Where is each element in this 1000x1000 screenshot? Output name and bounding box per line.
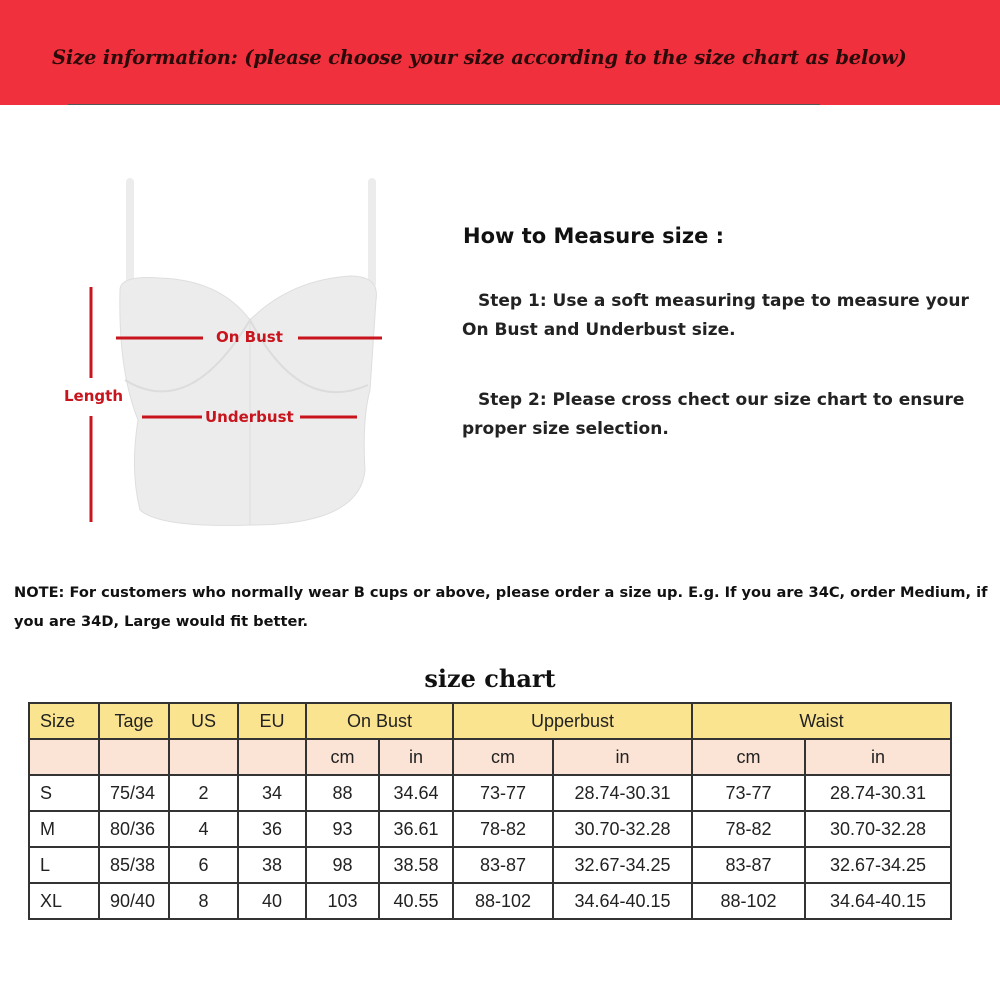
- bustier-illustration-icon: [50, 170, 390, 540]
- table-cell: 34.64: [379, 775, 453, 811]
- garment-diagram: [50, 170, 390, 540]
- table-cell: 28.74-30.31: [553, 775, 692, 811]
- table-row: [29, 883, 951, 919]
- header-cell: Size: [29, 703, 99, 739]
- table-cell: 6: [169, 847, 238, 883]
- table-cell: 93: [306, 811, 379, 847]
- table-cell: 73-77: [453, 775, 553, 811]
- table-cell: 38: [238, 847, 306, 883]
- header-cell: Upperbust: [453, 703, 692, 739]
- table-cell: 34: [238, 775, 306, 811]
- table-cell: 28.74-30.31: [805, 775, 951, 811]
- header-row: [29, 703, 951, 739]
- underbust-label: Underbust: [205, 408, 294, 426]
- table-cell: 30.70-32.28: [805, 811, 951, 847]
- table-cell: L: [29, 847, 99, 883]
- table-cell: 34.64-40.15: [805, 883, 951, 919]
- table-cell: 85/38: [99, 847, 169, 883]
- unit-cell: in: [805, 739, 951, 775]
- unit-cell: in: [379, 739, 453, 775]
- on-bust-label: On Bust: [216, 328, 283, 346]
- table-cell: 78-82: [692, 811, 805, 847]
- table-cell: 32.67-34.25: [805, 847, 951, 883]
- unit-cell: in: [553, 739, 692, 775]
- table-cell: 2: [169, 775, 238, 811]
- unit-row: [29, 739, 951, 775]
- header-cell: Tage: [99, 703, 169, 739]
- table-cell: 78-82: [453, 811, 553, 847]
- table-cell: 4: [169, 811, 238, 847]
- note: NOTE: For customers who normally wear B cups or above, please order a size up. E.g. If you are 34C, order Medium, if you are 34D, Large would fit better.: [14, 584, 988, 630]
- divider: [68, 104, 820, 105]
- table-cell: 8: [169, 883, 238, 919]
- table-cell: 34.64-40.15: [553, 883, 692, 919]
- size-chart-table: [28, 702, 952, 920]
- size-chart-title: size chart: [424, 664, 556, 693]
- table-row: [29, 811, 951, 847]
- step-2: Step 2: Please cross chect our size chart to ensure proper size selection.: [462, 390, 965, 439]
- table-cell: 40.55: [379, 883, 453, 919]
- table-cell: 73-77: [692, 775, 805, 811]
- table-cell: 90/40: [99, 883, 169, 919]
- table-cell: M: [29, 811, 99, 847]
- instructions-title: How to Measure size :: [463, 224, 725, 248]
- table-cell: 30.70-32.28: [553, 811, 692, 847]
- step-1: Step 1: Use a soft measuring tape to measure your On Bust and Underbust size.: [462, 291, 969, 340]
- empty-cell: [29, 739, 99, 775]
- table-cell: 103: [306, 883, 379, 919]
- table-cell: 36.61: [379, 811, 453, 847]
- table-cell: 83-87: [692, 847, 805, 883]
- table-cell: 40: [238, 883, 306, 919]
- unit-cell: cm: [692, 739, 805, 775]
- table-cell: 80/36: [99, 811, 169, 847]
- table-cell: 36: [238, 811, 306, 847]
- banner-text: Size information: (please choose your size according to the size chart as below): [52, 46, 907, 69]
- table-cell: XL: [29, 883, 99, 919]
- table-cell: 32.67-34.25: [553, 847, 692, 883]
- table-cell: 88-102: [692, 883, 805, 919]
- table-cell: 88: [306, 775, 379, 811]
- length-label: Length: [64, 387, 123, 405]
- header-cell: On Bust: [306, 703, 453, 739]
- empty-cell: [169, 739, 238, 775]
- unit-cell: cm: [453, 739, 553, 775]
- empty-cell: [238, 739, 306, 775]
- table-cell: 75/34: [99, 775, 169, 811]
- table-cell: 38.58: [379, 847, 453, 883]
- header-banner: [0, 0, 1000, 105]
- table-row: [29, 847, 951, 883]
- table-cell: 88-102: [453, 883, 553, 919]
- table-cell: S: [29, 775, 99, 811]
- header-cell: Waist: [692, 703, 951, 739]
- unit-cell: cm: [306, 739, 379, 775]
- table-cell: 83-87: [453, 847, 553, 883]
- header-cell: EU: [238, 703, 306, 739]
- empty-cell: [99, 739, 169, 775]
- table-row: [29, 775, 951, 811]
- table-cell: 98: [306, 847, 379, 883]
- header-cell: US: [169, 703, 238, 739]
